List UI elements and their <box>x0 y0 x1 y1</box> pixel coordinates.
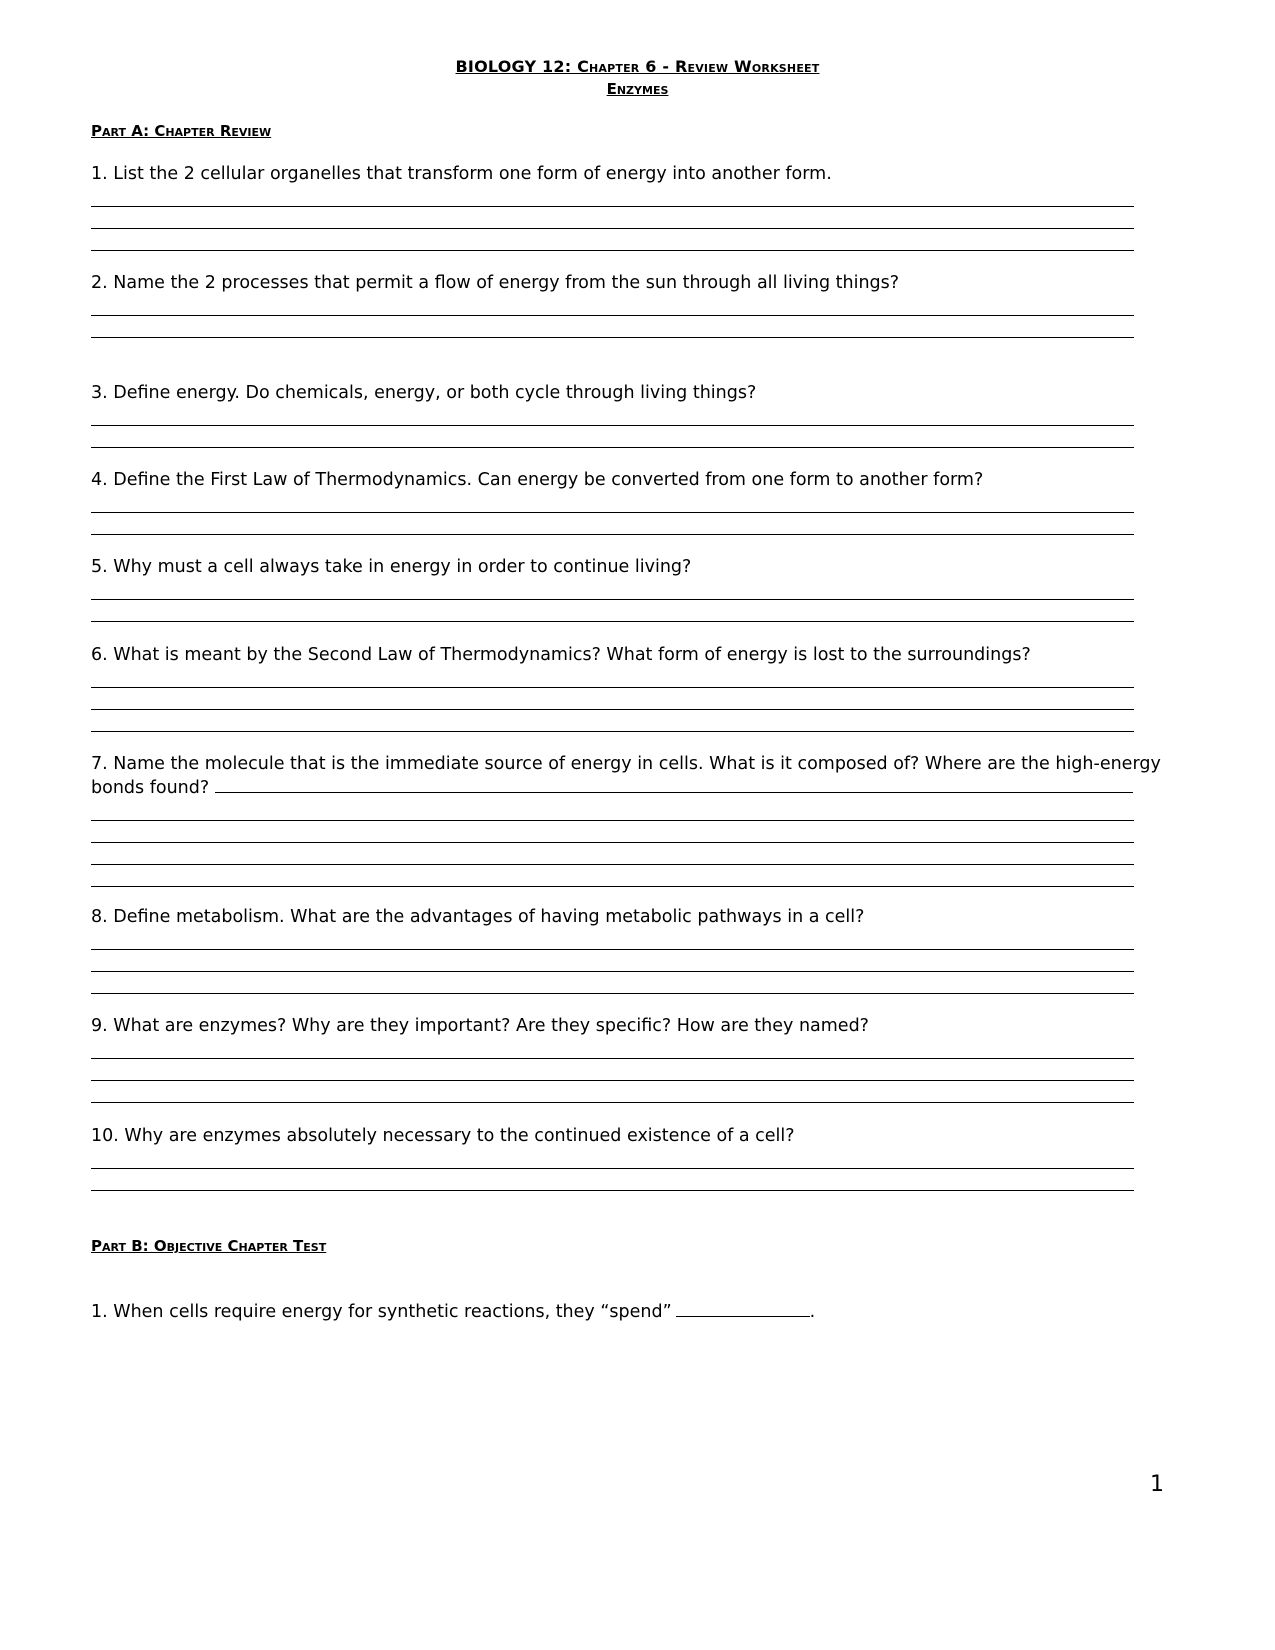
answer-line[interactable] <box>91 600 1134 622</box>
answer-line[interactable] <box>91 666 1134 688</box>
answer-line[interactable] <box>91 928 1134 950</box>
question-4 <box>91 469 1271 535</box>
question-3 <box>91 382 1271 448</box>
question-5-text: 5. Why must a cell always take in energy in order to continue living? <box>91 557 692 577</box>
question-1 <box>91 163 1271 251</box>
answer-line[interactable] <box>91 229 1134 251</box>
worksheet-subtitle: Enzymes <box>606 80 669 98</box>
answer-line[interactable] <box>91 865 1134 887</box>
question-8 <box>91 906 1271 994</box>
page-number: 1 <box>1150 1472 1164 1497</box>
answer-line[interactable] <box>91 316 1134 338</box>
answer-line[interactable] <box>91 207 1134 229</box>
answer-line[interactable] <box>91 1147 1134 1169</box>
question-6 <box>91 644 1271 732</box>
answer-line[interactable] <box>91 404 1134 426</box>
question-8-text: 8. Define metabolism. What are the advantages of having metabolic pathways in a cell? <box>91 907 865 927</box>
question-9-text: 9. What are enzymes? Why are they important? Are they specific? How are they named? <box>91 1016 869 1036</box>
answer-line[interactable] <box>91 688 1134 710</box>
part-b-question-1-suffix: . <box>809 1302 816 1322</box>
answer-line[interactable] <box>91 294 1134 316</box>
question-10-text: 10. Why are enzymes absolutely necessary to the continued existence of a cell? <box>91 1126 795 1146</box>
question-4-text: 4. Define the First Law of Thermodynamics. Can energy be converted from one form to another form? <box>91 470 984 490</box>
answer-line[interactable] <box>91 1059 1134 1081</box>
answer-line[interactable] <box>215 775 1133 793</box>
answer-line[interactable] <box>91 843 1134 865</box>
part-b-heading: Part B: Objective Chapter Test <box>91 1237 327 1255</box>
answer-line[interactable] <box>91 426 1134 448</box>
part-b-question-1-text: 1. When cells require energy for synthetic reactions, they “spend” <box>91 1302 672 1322</box>
worksheet-title: BIOLOGY 12: Chapter 6 - Review Worksheet <box>455 57 820 76</box>
question-9 <box>91 1015 1271 1103</box>
question-2 <box>91 272 1271 338</box>
answer-line[interactable] <box>91 799 1134 821</box>
fill-in-blank[interactable] <box>676 1299 810 1317</box>
answer-line[interactable] <box>91 972 1134 994</box>
question-7-text-line2: bonds found? <box>91 778 210 798</box>
answer-line[interactable] <box>91 1081 1134 1103</box>
question-6-text: 6. What is meant by the Second Law of Thermodynamics? What form of energy is lost to the surroundings? <box>91 645 1031 665</box>
part-b-question-1-row <box>91 1299 1271 1323</box>
question-1-text: 1. List the 2 cellular organelles that transform one form of energy into another form. <box>91 164 832 184</box>
answer-line[interactable] <box>91 578 1134 600</box>
question-10 <box>91 1125 1271 1191</box>
answer-line[interactable] <box>91 710 1134 732</box>
answer-line[interactable] <box>91 1169 1134 1191</box>
question-2-text: 2. Name the 2 processes that permit a flow of energy from the sun through all living things? <box>91 273 900 293</box>
answer-line[interactable] <box>91 1037 1134 1059</box>
answer-line[interactable] <box>91 491 1134 513</box>
question-7-text-line2-row <box>91 775 1271 799</box>
question-7 <box>91 753 1271 887</box>
answer-line[interactable] <box>91 513 1134 535</box>
answer-line[interactable] <box>91 950 1134 972</box>
answer-line[interactable] <box>91 185 1134 207</box>
part-a-heading: Part A: Chapter Review <box>91 122 272 140</box>
answer-line[interactable] <box>91 821 1134 843</box>
question-7-text-line1: 7. Name the molecule that is the immediate source of energy in cells. What is it composed of? Where are the high-energy <box>91 754 1161 774</box>
part-b-question-1 <box>91 1299 1271 1323</box>
question-3-text: 3. Define energy. Do chemicals, energy, or both cycle through living things? <box>91 383 757 403</box>
question-5 <box>91 556 1271 622</box>
